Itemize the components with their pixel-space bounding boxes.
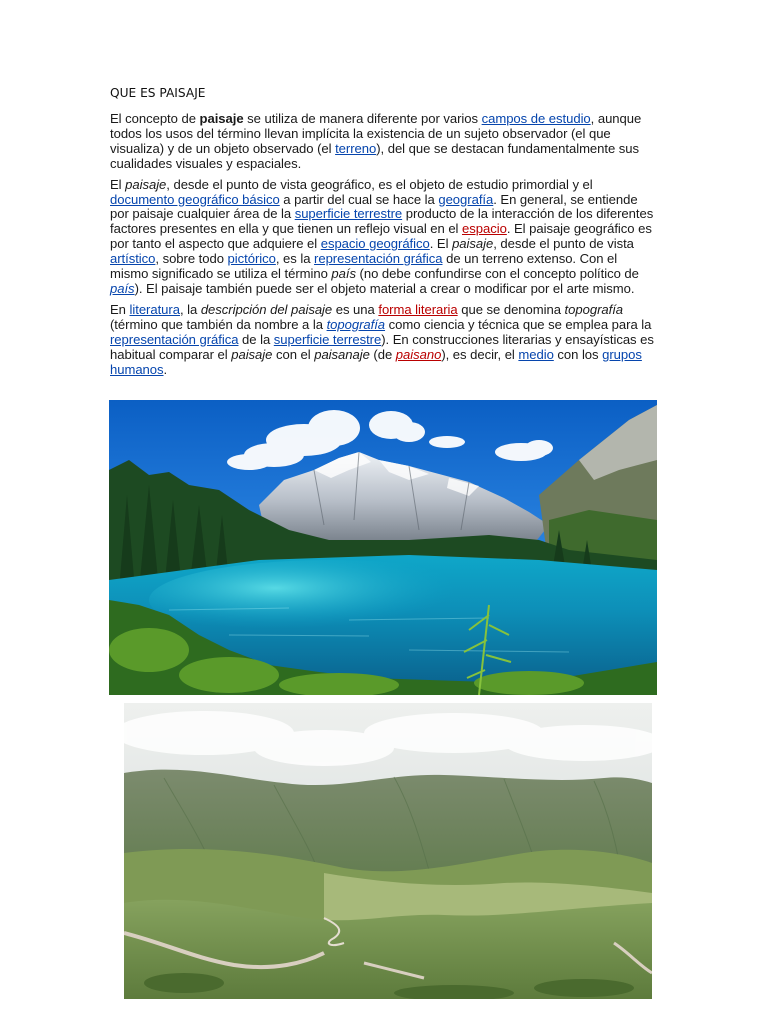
link-superficie-terrestre[interactable]: superficie terrestre <box>294 206 403 222</box>
valley-hills-photo <box>124 703 652 999</box>
link-medio[interactable]: medio <box>518 346 554 362</box>
text-span: ), es decir, el <box>441 346 519 362</box>
text-span: con el <box>272 346 315 362</box>
text-span: , es la <box>275 251 315 267</box>
page-title: QUE ES PAISAJE <box>110 86 206 100</box>
italic-term: paisaje <box>125 176 167 192</box>
link-espacio-geográfico[interactable]: espacio geográfico <box>320 236 430 252</box>
text-span: El <box>110 176 126 192</box>
bold-term: paisaje <box>199 111 244 126</box>
link-documento-geográfico-básico[interactable]: documento geográfico básico <box>110 191 280 207</box>
text-span: . El <box>429 236 453 252</box>
link-pictórico[interactable]: pictórico <box>227 251 276 267</box>
text-span: El concepto de <box>110 111 200 126</box>
text-span: , sobre todo <box>155 251 228 267</box>
link-paisano[interactable]: paisano <box>395 346 442 362</box>
italic-term: paisanaje <box>314 346 370 362</box>
link-geografía[interactable]: geografía <box>438 191 494 207</box>
text-span: (término que también da nombre a la <box>110 316 327 332</box>
document-body <box>110 86 655 383</box>
text-span: , desde el punto de vista <box>493 236 634 252</box>
italic-term: descripción del paisaje <box>200 301 333 317</box>
italic-term: país <box>331 266 356 282</box>
link-país[interactable]: país <box>110 280 135 296</box>
paragraph-1 <box>110 112 655 172</box>
text-span: , aunque todos los usos del término llevan implícita la existencia de un sujeto observador (el que visualiza) y de un objeto observado (el <box>110 111 642 156</box>
link-grupos-humanos[interactable]: grupos humanos <box>110 346 642 377</box>
text-span: . <box>163 361 168 377</box>
italic-term: paisaje <box>452 236 494 252</box>
alpine-lake-photo <box>109 400 657 695</box>
text-span: a partir del cual se hace la <box>279 191 439 207</box>
text-span: es una <box>332 301 379 317</box>
italic-term: topografía <box>564 301 624 317</box>
link-espacio[interactable]: espacio <box>462 221 507 237</box>
link-campos-de-estudio[interactable]: campos de estudio <box>481 111 591 126</box>
paragraph-2 <box>110 178 655 297</box>
link-literatura[interactable]: literatura <box>129 301 180 317</box>
text-span: . El paisaje geográfico es por tanto el aspecto que adquiere el <box>110 221 652 252</box>
italic-term: paisaje <box>231 346 273 362</box>
text-span: , la <box>179 301 201 317</box>
link-forma-literaria[interactable]: forma literaria <box>378 301 458 317</box>
link-topografía[interactable]: topografía <box>326 316 386 332</box>
link-terreno[interactable]: terreno <box>335 140 377 156</box>
link-representación-gráfica[interactable]: representación gráfica <box>110 331 239 347</box>
text-span: ). El paisaje también puede ser el objeto material a crear o modificar por el arte mismo. <box>134 280 635 296</box>
text-span: En <box>110 301 130 317</box>
text-span: que se denomina <box>457 301 565 317</box>
text-span: de un terreno extenso. Con el mismo significado se utiliza el término <box>110 251 618 282</box>
text-span: (no debe confundirse con el concepto político de <box>355 266 639 282</box>
text-span: se utiliza de manera diferente por varios <box>243 111 482 126</box>
text-span: ), del que se destacan fundamentalmente sus cualidades visuales y espaciales. <box>110 140 640 171</box>
link-representación-gráfica[interactable]: representación gráfica <box>314 251 443 267</box>
text-span: como ciencia y técnica que se emplea para la <box>385 316 652 332</box>
text-span: con los <box>553 346 603 362</box>
text-span: ). En construcciones literarias y ensayísticas es habitual comparar el <box>110 331 654 362</box>
paragraph-3 <box>110 303 655 378</box>
text-span: , desde el punto de vista geográfico, es el objeto de estudio primordial y el <box>166 176 593 192</box>
link-superficie-terrestre[interactable]: superficie terrestre <box>273 331 382 347</box>
text-span: de la <box>238 331 274 347</box>
text-span: producto de la interacción de los diferentes factores presentes en ella y que tienen un reflejo visual en el <box>110 206 654 237</box>
text-span: (de <box>369 346 396 362</box>
link-artístico[interactable]: artístico <box>110 251 156 267</box>
text-span: . En general, se entiende por paisaje cualquier área de la <box>110 191 638 222</box>
